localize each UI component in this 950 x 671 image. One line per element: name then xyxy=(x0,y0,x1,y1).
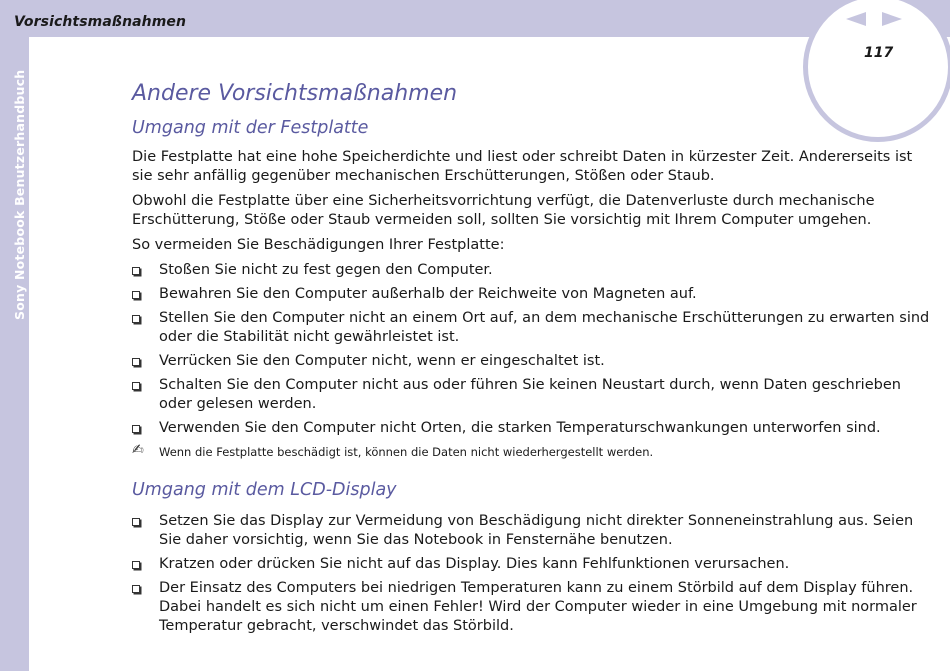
header-section-title: Vorsichtsmaßnahmen xyxy=(14,14,187,30)
main-content xyxy=(132,80,932,636)
list-item-text: Kratzen oder drücken Sie nicht auf das Display. Dies kann Fehlfunktionen verursachen. xyxy=(159,556,790,572)
list-item xyxy=(132,512,932,550)
sidebar-inner xyxy=(29,52,42,671)
bullet-box-icon xyxy=(132,518,140,526)
sidebar-manual-title: Sony Notebook Benutzerhandbuch xyxy=(12,69,27,320)
note-text: Wenn die Festplatte beschädigt ist, können die Daten nicht wiederhergestellt werden. xyxy=(159,445,654,459)
sidebar-band xyxy=(0,0,42,671)
paragraph: Obwohl die Festplatte über eine Sicherheitsvorrichtung verfügt, die Datenverluste durch mechanische Erschütterung, Stöße oder Staub vermeiden soll, sollten Sie vorsichtig mit Ihrem Computer umgehen. xyxy=(132,193,875,228)
list-item xyxy=(132,309,932,347)
list-item-text: Stoßen Sie nicht zu fest gegen den Computer. xyxy=(159,262,493,278)
list-item xyxy=(132,376,932,414)
list-item xyxy=(132,285,932,304)
page-number: 117 xyxy=(864,45,894,61)
bullet-box-icon xyxy=(132,425,140,433)
list-item xyxy=(132,555,932,574)
section-title-festplatte: Umgang mit der Festplatte xyxy=(132,118,369,138)
bullet-box-icon xyxy=(132,561,140,569)
bullet-box-icon xyxy=(132,315,140,323)
note-pencil-icon: ✍ xyxy=(132,442,144,458)
bullet-box-icon xyxy=(132,267,140,275)
bullet-box-icon xyxy=(132,291,140,299)
page-title: Andere Vorsichtsmaßnahmen xyxy=(132,81,458,106)
bullet-box-icon xyxy=(132,358,140,366)
list-item-text: Stellen Sie den Computer nicht an einem Ort auf, an dem mechanische Erschütterungen zu erwarten sind oder die Stabilität nicht gewährleistet ist. xyxy=(159,310,930,345)
bullet-box-icon xyxy=(132,585,140,593)
list-item-text: Der Einsatz des Computers bei niedrigen Temperaturen kann zu einem Störbild auf dem Display führen. Dabei handelt es sich nicht um einen Fehler! Wird der Computer wieder in eine Umgebung mit normaler Temperatur gebracht, verschwindet das Störbild. xyxy=(159,580,917,634)
list-item xyxy=(132,579,932,636)
bullet-box-icon xyxy=(132,382,140,390)
previous-page-arrow-icon[interactable] xyxy=(846,12,866,26)
lcd-list xyxy=(132,512,932,636)
list-item-text: Bewahren Sie den Computer außerhalb der Reichweite von Magneten auf. xyxy=(159,286,697,302)
paragraph: Die Festplatte hat eine hohe Speicherdichte und liest oder schreibt Daten in kürzester Zeit. Andererseits ist sie sehr anfällig gegenüber mechanischen Erschütterungen, Stößen oder Staub. xyxy=(132,149,913,184)
list-item-text: Setzen Sie das Display zur Vermeidung von Beschädigung nicht direkter Sonneneinstrahlung aus. Seien Sie daher vorsichtig, wenn Sie das Notebook in Fensternähe benutzen. xyxy=(159,513,914,548)
list-item-text: Verwenden Sie den Computer nicht Orten, die starken Temperaturschwankungen unterworfen sind. xyxy=(159,420,881,436)
list-item xyxy=(132,261,932,280)
list-item xyxy=(132,419,932,438)
paragraph: So vermeiden Sie Beschädigungen Ihrer Festplatte: xyxy=(132,237,505,253)
list-item xyxy=(132,352,932,371)
list-item-text: Verrücken Sie den Computer nicht, wenn er eingeschaltet ist. xyxy=(159,353,605,369)
section-title-lcd: Umgang mit dem LCD-Display xyxy=(132,480,397,500)
festplatte-list xyxy=(132,261,932,438)
next-page-arrow-icon[interactable] xyxy=(882,12,902,26)
list-item-text: Schalten Sie den Computer nicht aus oder führen Sie keinen Neustart durch, wenn Daten geschrieben oder gelesen werden. xyxy=(159,377,901,412)
note xyxy=(132,444,932,460)
